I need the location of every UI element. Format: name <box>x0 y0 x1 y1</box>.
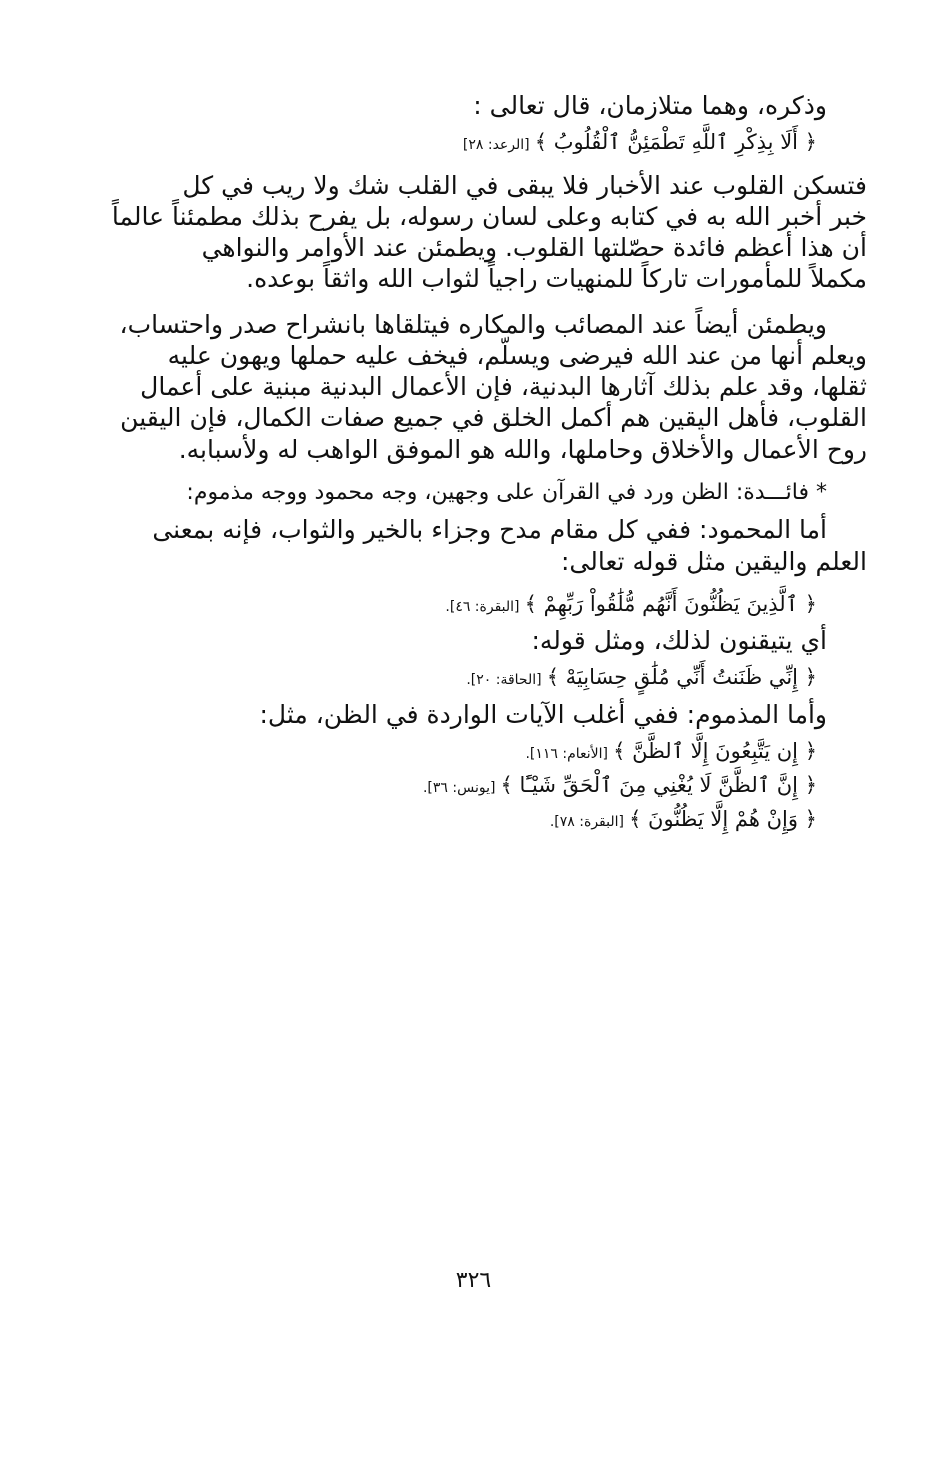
text-line: أي يتيقنون لذلك، ومثل قوله: <box>531 626 827 655</box>
text-line: روح الأعمال والأخلاق وحاملها، والله هو الموفق الواهب له ولأسبابه. <box>178 434 867 464</box>
quran-verse: ﴿ أَلَا بِذِكْرِ ٱللَّهِ تَطْمَئِنُّ ٱلْقُلُوبُ ﴾ <box>534 130 817 155</box>
quran-verse-line <box>80 738 867 764</box>
quran-verse: ﴿ وَإِنْ هُمْ إِلَّا يَظُنُّونَ ﴾ <box>629 807 817 832</box>
text-line: ويطمئن أيضاً عند المصائب والمكاره فيتلقاها بانشراح صدر واحتساب، <box>119 309 827 339</box>
verse-reference: [الحاقة: ٢٠]. <box>466 672 542 689</box>
quran-verse: ﴿ إِنِّي ظَنَنتُ أَنِّي مُلَٰقٍ حِسَابِيَهْ ﴾ <box>546 665 817 690</box>
quran-verse: ﴿ ٱلَّذِينَ يَظُنُّونَ أَنَّهُم مُّلَٰقُواْ رَبِّهِمْ ﴾ <box>524 591 817 616</box>
text-line: أما المحمود: ففي كل مقام مدح وجزاء بالخير والثواب، فإنه بمعنى <box>152 515 827 545</box>
verse-reference: [البقرة: ٤٦]. <box>445 598 520 615</box>
verse-reference: [الرعد: ٢٨] <box>462 137 530 154</box>
text-line: ثقلها، وقد علم بذلك آثارها البدنية، فإن الأعمال البدنية مبنية على أعمال <box>140 372 867 401</box>
quran-verse-line <box>80 129 867 155</box>
quran-verse: ﴿ إِن يَتَّبِعُونَ إِلَّا ٱلظَّنَّ ﴾ <box>613 738 817 763</box>
text-line: أن هذا أعظم فائدة حصّلتها القلوب. ويطمئن عند الأوامر والنواهي <box>201 233 867 262</box>
quran-verse-line <box>80 772 867 798</box>
text-line: خبر أخبر الله به في كتابه وعلى لسان رسوله، بل يفرح بذلك مطمئناً عالماً <box>111 201 867 231</box>
text-line: وذكره، وهما متلازمان، قال تعالى : <box>473 91 827 120</box>
text-line: فتسكن القلوب عند الأخبار فلا يبقى في القلب شك ولا ريب في كل <box>182 170 867 200</box>
quran-verse: ﴿ إِنَّ ٱلظَّنَّ لَا يُغْنِي مِنَ ٱلْحَقِّ شَيْـًٔا ﴾ <box>500 773 817 797</box>
quran-verse-line <box>80 664 867 690</box>
page-body <box>80 90 867 833</box>
verse-reference: [الأنعام: ١١٦]. <box>525 745 609 762</box>
quran-verse-line <box>80 591 867 617</box>
text-line: مكملاً للمأمورات تاركاً للمنهيات راجياً لثواب الله واثقاً بوعده. <box>246 264 867 294</box>
benefit-heading: * فائـــدة: الظن ورد في القرآن على وجهين، وجه محمود ووجه مذموم: <box>186 479 827 505</box>
text-line: ويعلم أنها من عند الله فيرضى ويسلّم، فيخف عليه حملها ويهون عليه <box>167 340 867 370</box>
page-number: ٣٢٦ <box>455 1268 492 1293</box>
text-line: العلم واليقين مثل قوله تعالى: <box>561 546 867 576</box>
text-line: وأما المذموم: ففي أغلب الآيات الواردة في الظن، مثل: <box>259 699 827 729</box>
verse-reference: [يونس: ٣٦]. <box>422 780 496 796</box>
quran-verse-line <box>80 806 867 832</box>
text-line: القلوب، فأهل اليقين هم أكمل الخلق في جميع صفات الكمال، فإن اليقين <box>120 403 867 433</box>
verse-reference: [البقرة: ٧٨]. <box>549 814 624 831</box>
